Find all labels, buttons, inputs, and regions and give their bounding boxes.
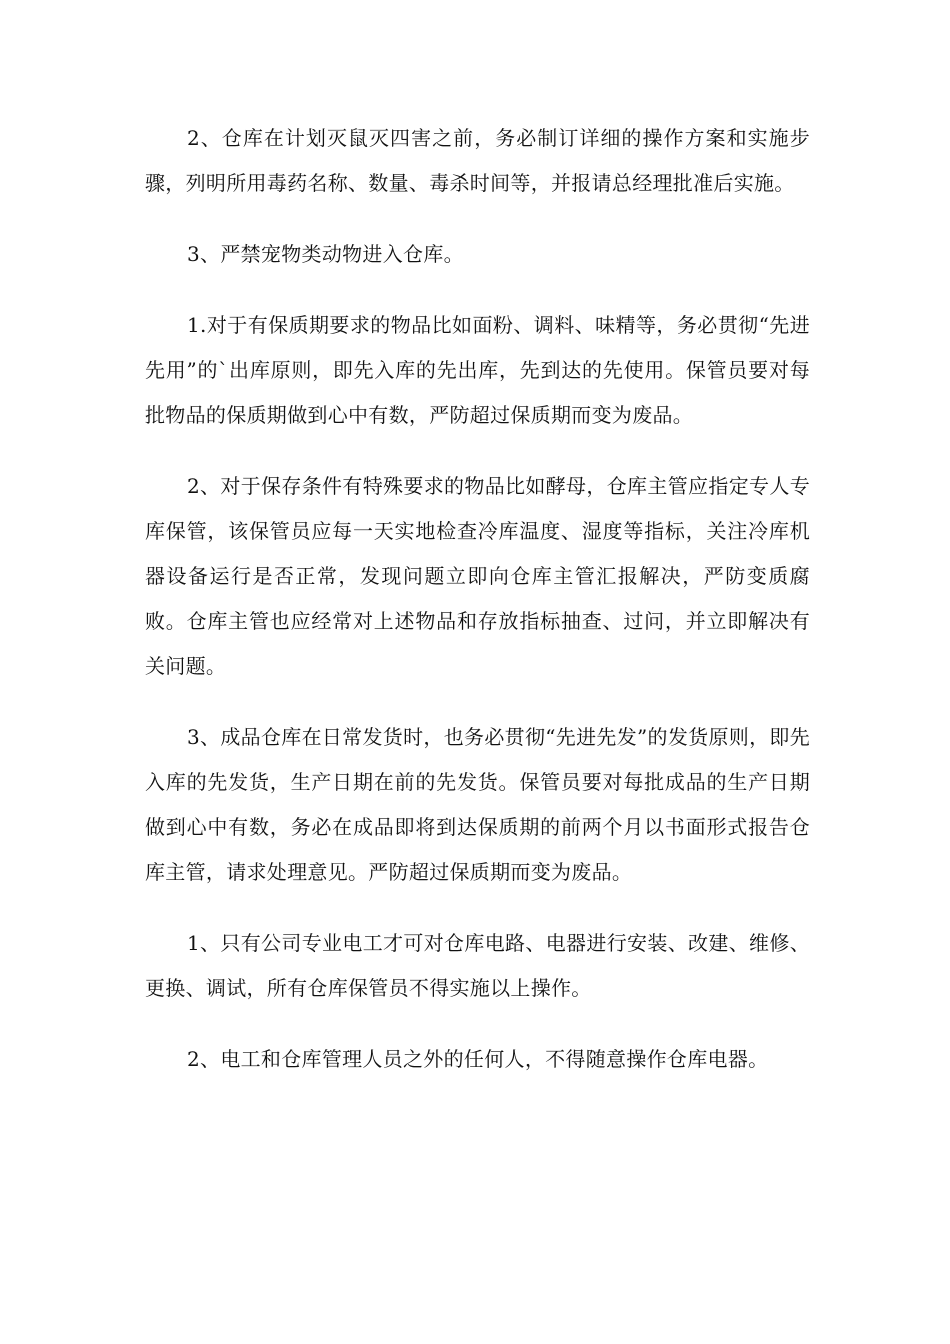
paragraph: 1.对于有保质期要求的物品比如面粉、调料、味精等，务必贯彻“先进先用”的`出库原则，即先入库的先出库，先到达的先使用。保管员要对每批物品的保质期做到心中有数，严防超过保质期而变为废品。	[145, 313, 810, 427]
paragraph: 1、只有公司专业电工才可对仓库电路、电器进行安装、改建、维修、更换、调试，所有仓库保管员不得实施以上操作。	[145, 931, 810, 1000]
document-body	[145, 116, 810, 1108]
paragraph: 2、仓库在计划灭鼠灭四害之前，务必制订详细的操作方案和实施步骤，列明所用毒药名称、数量、毒杀时间等，并报请总经理批准后实施。	[145, 126, 810, 195]
paragraph: 3、严禁宠物类动物进入仓库。	[187, 242, 464, 266]
paragraph: 3、成品仓库在日常发货时，也务必贯彻“先进先发”的发货原则，即先入库的先发货，生产日期在前的先发货。保管员要对每批成品的生产日期做到心中有数，务必在成品即将到达保质期的前两个月以书面形式报告仓库主管，请求处理意见。严防超过保质期而变为废品。	[145, 725, 810, 884]
paragraph: 2、对于保存条件有特殊要求的物品比如酵母，仓库主管应指定专人专库保管，该保管员应每一天实地检查冷库温度、湿度等指标，关注冷库机器设备运行是否正常，发现问题立即向仓库主管汇报解决，严防变质腐败。仓库主管也应经常对上述物品和存放指标抽查、过问，并立即解决有关问题。	[145, 474, 810, 678]
paragraph: 2、电工和仓库管理人员之外的任何人，不得随意操作仓库电器。	[187, 1047, 769, 1071]
